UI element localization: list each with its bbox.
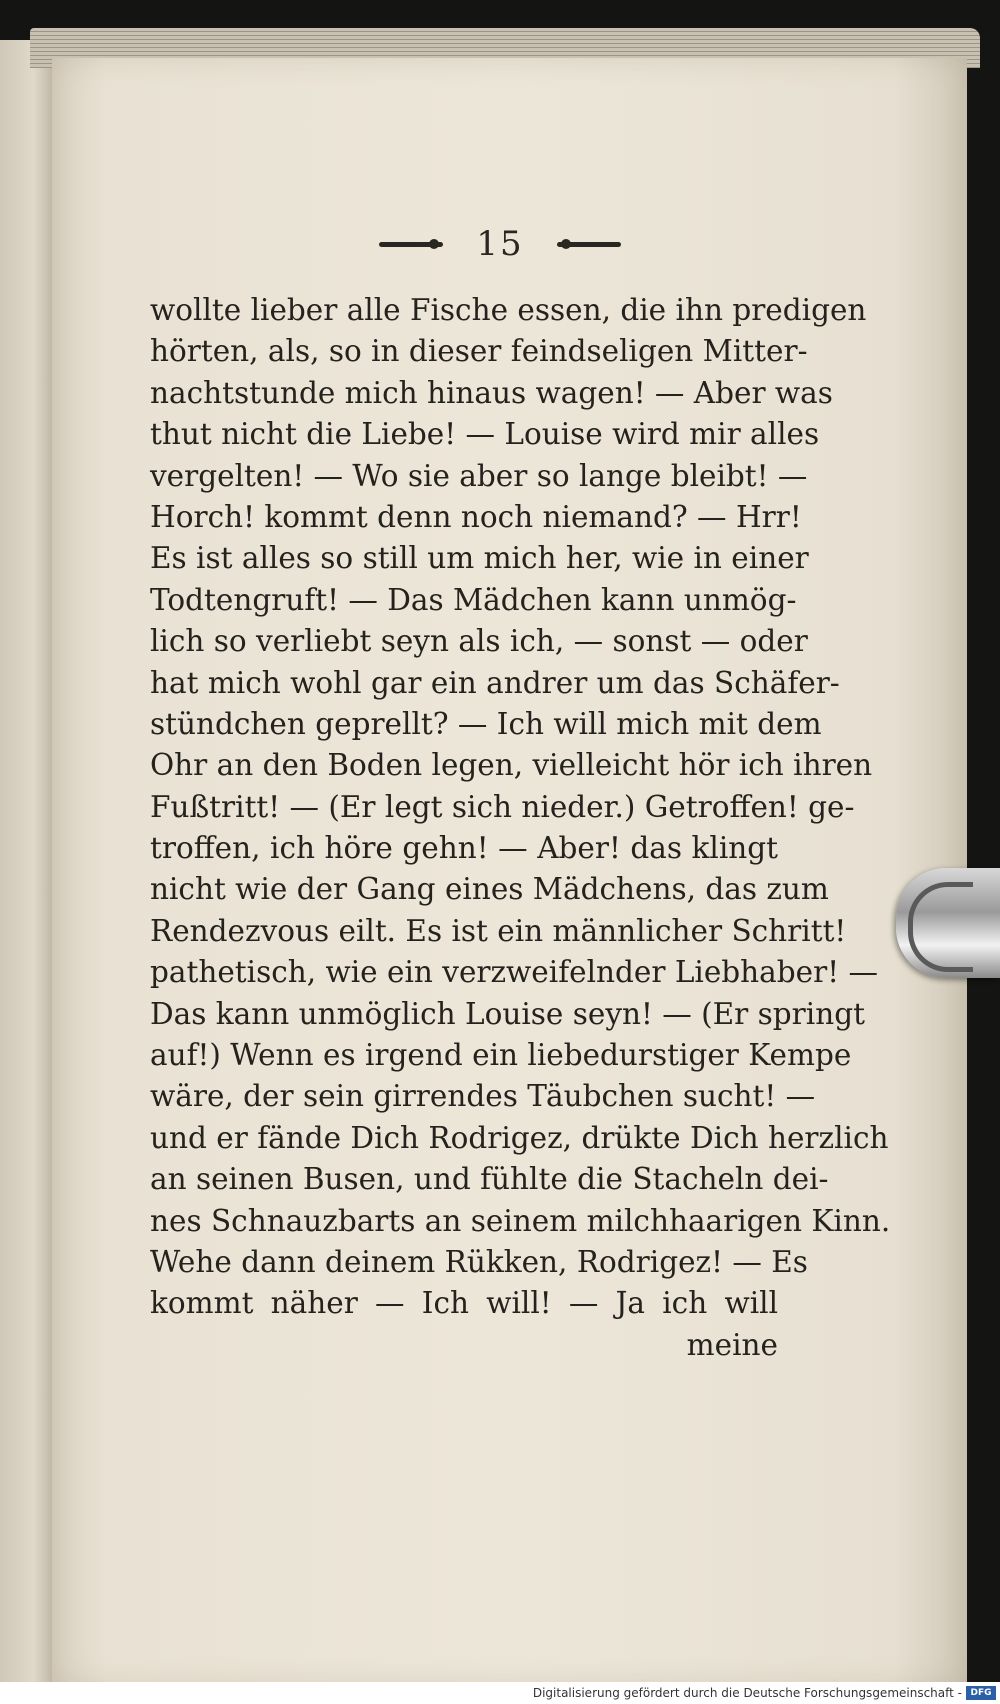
text-line: lich so verliebt seyn als ich, — sonst — oder	[150, 624, 808, 659]
text-line: wäre, der sein girrendes Täubchen sucht! —	[150, 1079, 816, 1114]
dfg-logo: DFG	[966, 1686, 996, 1700]
text-line: und er fände Dich Rodrigez, drükte Dich herzlich	[150, 1120, 889, 1155]
text-line: hat mich wohl gar ein andrer um das Schäfer-	[150, 665, 840, 700]
header-ornament-right	[557, 242, 621, 247]
text-line: stündchen geprellt? — Ich will mich mit dem	[150, 706, 822, 741]
text-line: nes Schnauzbarts an seinem milchhaarigen Kinn.	[150, 1203, 891, 1238]
text-line: vergelten! — Wo sie aber so lange bleibt! —	[150, 458, 808, 493]
text-line: thut nicht die Liebe! — Louise wird mir alles	[150, 417, 820, 452]
text-line: Todtengruft! — Das Mädchen kann unmög-	[150, 582, 797, 617]
text-line: Horch! kommt denn noch niemand? — Hrr!	[150, 499, 802, 534]
text-line: Wehe dann deinem Rükken, Rodrigez! — Es	[150, 1244, 808, 1279]
text-line: Fußtritt! — (Er legt sich nieder.) Getroffen! ge-	[150, 789, 855, 824]
page-number: 15	[476, 224, 524, 264]
text-line: Es ist alles so still um mich her, wie in einer	[150, 541, 809, 576]
left-page-edge	[0, 40, 58, 1690]
page-header	[0, 224, 1000, 264]
header-ornament-left	[379, 242, 443, 247]
text-line: pathetisch, wie ein verzweifelnder Liebhaber! —	[150, 955, 878, 990]
text-line: wollte lieber alle Fische essen, die ihn predigen	[150, 293, 867, 327]
text-line: Ohr an den Boden legen, vielleicht hör ich ihren	[150, 748, 873, 783]
page-clip	[896, 868, 1000, 978]
text-line: nachtstunde mich hinaus wagen! — Aber was	[150, 375, 833, 410]
footer-bar	[0, 1682, 1000, 1704]
text-line: an seinen Busen, und fühlte die Stacheln dei-	[150, 1162, 829, 1197]
text-line: auf!) Wenn es irgend ein liebedurstiger Kempe	[150, 1038, 852, 1073]
text-line: kommt näher — Ich will! — Ja ich will	[150, 1286, 778, 1321]
text-line: Rendezvous eilt. Es ist ein männlicher Schritt!	[150, 913, 847, 948]
page-text	[150, 290, 891, 1366]
catchword: meine	[686, 1327, 778, 1362]
text-line: hörten, als, so in dieser feindseligen Mitter-	[150, 334, 808, 369]
text-line: troffen, ich höre gehn! — Aber! das klingt	[150, 831, 778, 866]
footer-credit: Digitalisierung gefördert durch die Deutsche Forschungsgemeinschaft -	[532, 1686, 962, 1700]
text-line: nicht wie der Gang eines Mädchens, das zum	[150, 872, 829, 907]
text-line: Das kann unmöglich Louise seyn! — (Er springt	[150, 996, 865, 1031]
